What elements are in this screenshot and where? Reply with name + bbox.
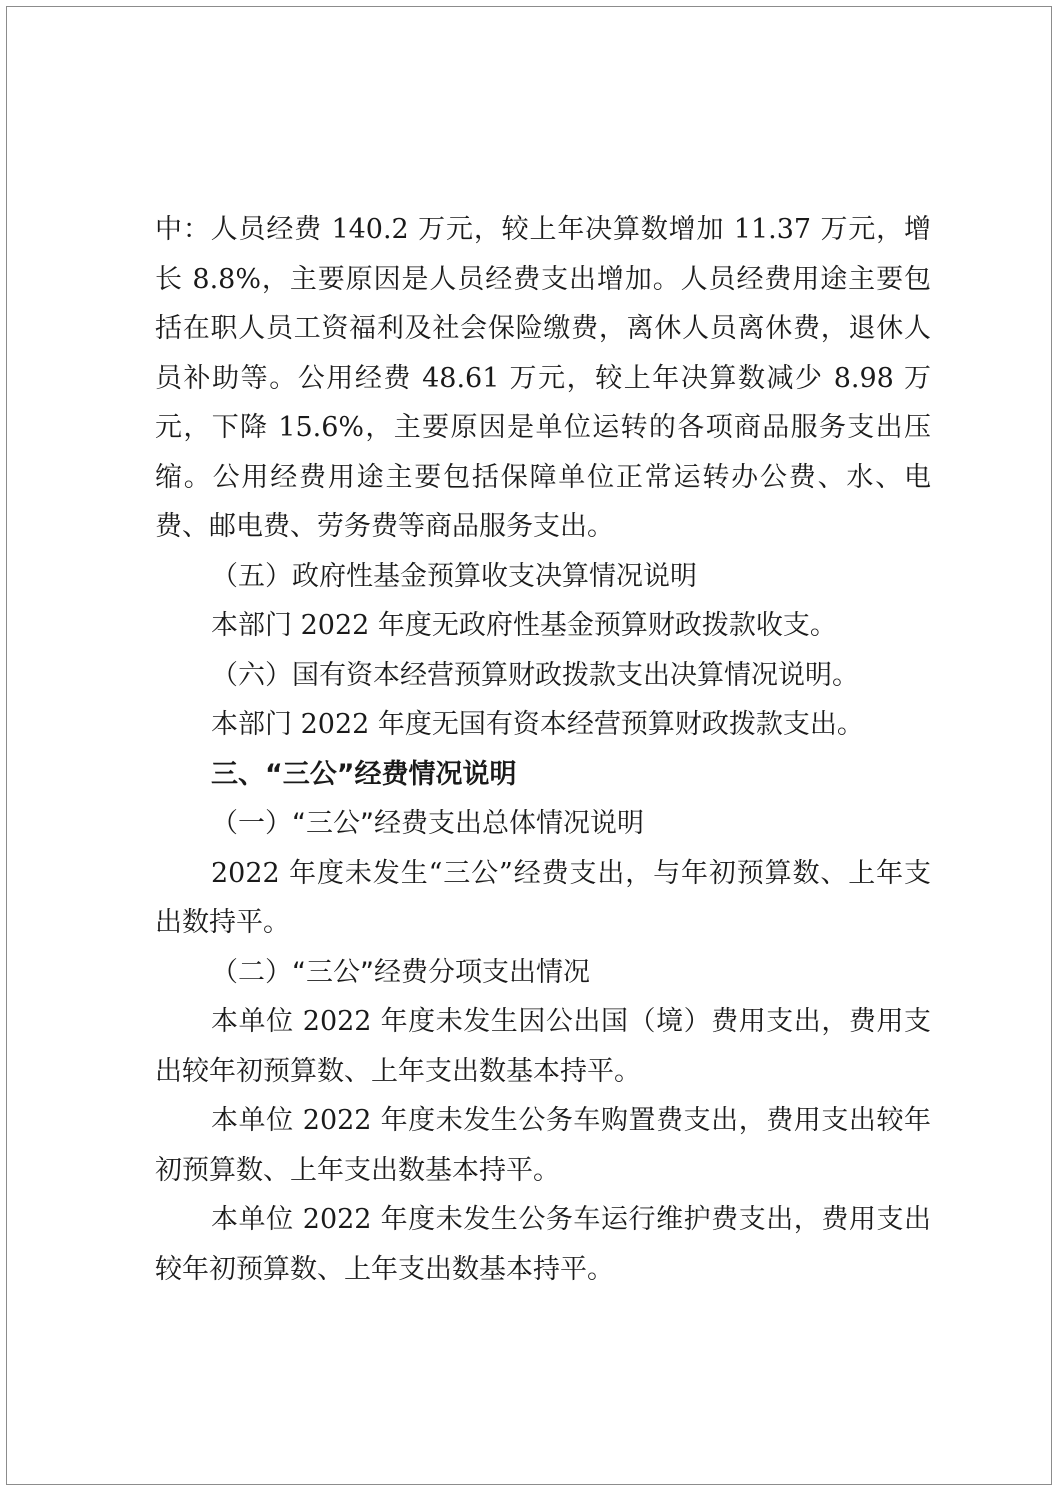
subheading-state-capital-budget: （六）国有资本经营预算财政拨款支出决算情况说明。 <box>211 659 859 691</box>
paragraph-three-public-overall: 2022 年度未发生“三公”经费支出，与年初预算数、上年支出数持平。 <box>155 857 931 938</box>
document-page <box>6 6 1052 1485</box>
subheading-government-fund-budget: （五）政府性基金预算收支决算情况说明 <box>211 560 697 592</box>
section-heading-three-public-expenses: 三、“三公”经费情况说明 <box>211 758 517 790</box>
document-body <box>155 205 931 1294</box>
subheading-three-public-itemized: （二）“三公”经费分项支出情况 <box>211 956 590 988</box>
subheading-three-public-overall: （一）“三公”经费支出总体情况说明 <box>211 808 644 839</box>
paragraph-personnel-and-public-expenses: 中：人员经费 140.2 万元，较上年决算数增加 11.37 万元，增长 8.8%，主要原因是人员经费支出增加。人员经费用途主要包括在职人员工资福利及社会保险缴费，离休人员离休费，退休人员补助等。公用经费 48.61 万元，较上年决算数减少 8.98 万元，下降 15.6%，主要原因是单位运转的各项商品服务支出压缩。公用经费用途主要包括保障单位正常运转办公费、水、电费、邮电费、劳务费等商品服务支出。 <box>155 214 931 542</box>
paragraph-government-fund-budget: 本部门 2022 年度无政府性基金预算财政拨款收支。 <box>211 610 837 641</box>
paragraph-vehicle-purchase: 本单位 2022 年度未发生公务车购置费支出，费用支出较年初预算数、上年支出数基本持平。 <box>155 1105 931 1186</box>
paragraph-vehicle-operation: 本单位 2022 年度未发生公务车运行维护费支出，费用支出较年初预算数、上年支出数基本持平。 <box>155 1204 931 1285</box>
paragraph-state-capital-budget: 本部门 2022 年度无国有资本经营预算财政拨款支出。 <box>211 709 864 740</box>
paragraph-overseas-travel: 本单位 2022 年度未发生因公出国（境）费用支出，费用支出较年初预算数、上年支出数基本持平。 <box>155 1006 931 1087</box>
